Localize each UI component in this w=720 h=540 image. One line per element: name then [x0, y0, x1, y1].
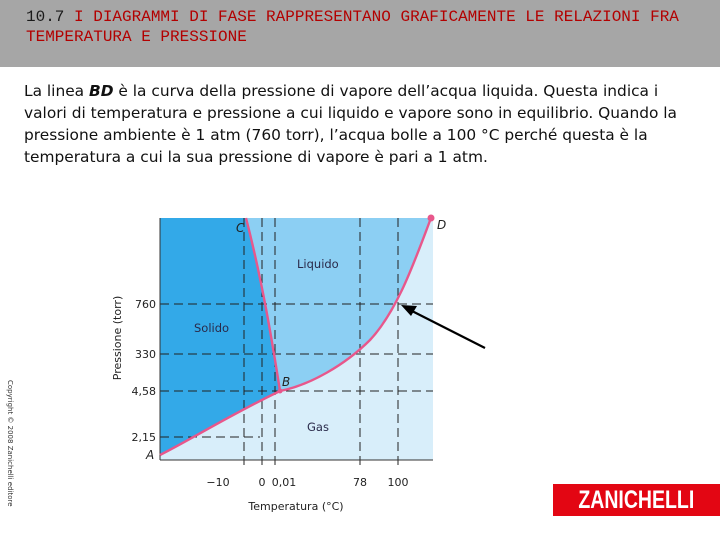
x-axis-title: Temperatura (°C): [248, 500, 344, 513]
point-label-A: A: [146, 448, 155, 462]
description-text: La linea BD è la curva della pressione di vapore dell’acqua liquida. Questa indica i valori di temperatura e pressione a cui liquido e vapore sono in equilibrio. Quando la pressione ambiente è 1 atm (760 torr), l’acqua bolle a 100 °C perché questa è la temperatura a cui la sua pressione di vapore è pari a 1 atm.: [24, 82, 677, 166]
region-label-gas: Gas: [307, 420, 329, 434]
section-number: 10.7: [26, 8, 65, 26]
y-axis-title: Pressione (torr): [111, 295, 124, 381]
region-label-solid: Solido: [194, 321, 230, 335]
x-tick-100: 100: [387, 476, 409, 489]
copyright-notice: Copyright © 2008 Zanichelli editore: [6, 380, 14, 507]
point-label-D: D: [437, 218, 447, 232]
y-tick-4-58: 4,58: [131, 385, 156, 398]
y-tick-330: 330: [135, 348, 156, 361]
y-tick-760: 760: [135, 298, 156, 311]
x-tick-0-01: 0,01: [271, 476, 297, 489]
highlight-line-name: BD: [89, 82, 114, 100]
point-label-B: B: [282, 375, 291, 389]
point-label-C: C: [236, 221, 245, 235]
zanichelli-logo: ZANICHELLI: [553, 484, 720, 516]
x-tick-0: 0: [258, 476, 266, 489]
title-text: I DIAGRAMMI DI FASE RAPPRESENTANO GRAFICAMENTE LE RELAZIONI FRA TEMPERATURA E PRESSIONE: [26, 8, 679, 46]
x-tick-minus-10: −10: [206, 476, 230, 489]
x-tick-78: 78: [353, 476, 367, 489]
triple-point-B: [278, 389, 283, 394]
critical-point-D: [428, 215, 435, 222]
y-tick-2-15: 2,15: [131, 431, 156, 444]
region-label-liquid: Liquido: [297, 257, 339, 271]
